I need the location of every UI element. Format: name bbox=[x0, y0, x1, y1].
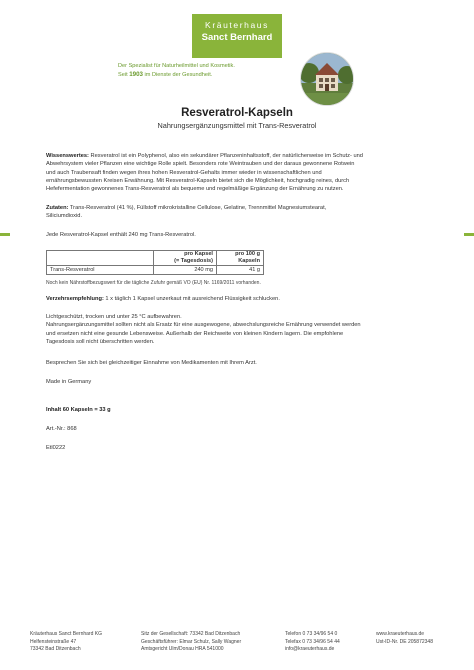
slogan-line2 bbox=[118, 71, 308, 80]
zutaten-section bbox=[46, 204, 438, 221]
per-100g-line2: Kapseln bbox=[238, 258, 260, 265]
row-value-per-100g: 41 g bbox=[217, 266, 264, 275]
table-header-per-100g bbox=[217, 251, 264, 266]
per-capsule-line1: pro Kapsel bbox=[184, 251, 213, 257]
per-capsule-line2: (= Tagesdosis) bbox=[174, 258, 213, 265]
per-100g-line1: pro 100 g bbox=[235, 251, 260, 257]
slogan-year: 1903 bbox=[129, 70, 143, 78]
brand-line1: Kräuterhaus bbox=[205, 20, 269, 30]
fold-mark-right bbox=[464, 233, 474, 236]
zutaten-line-1-text: Trans-Resveratrol (41 %), Füllstoff mikrokristalline Cellulose, Gelatine, Trennmittel Magnesiumstearat, bbox=[68, 205, 327, 211]
slogan-line2-post: im Dienste der Gesundheit. bbox=[142, 71, 213, 78]
footer-email-link[interactable]: info@kraeuterhaus.de bbox=[285, 646, 335, 653]
verzehr-text: 1 x täglich 1 Kapsel unzerkaut mit ausreichend Flüssigkeit schlucken. bbox=[103, 296, 280, 302]
brand-line2: Sanct Bernhard bbox=[201, 32, 273, 43]
content-amount-text: Inhalt 60 Kapseln = 33 g bbox=[46, 407, 111, 413]
table-header-row bbox=[47, 251, 264, 266]
footer-company-line: Helfensteinstraße 47 bbox=[30, 638, 77, 645]
wissen-line-3: und auch Traubensaft finden wegen ihres hohen Resveratrol-Gehalts immer wieder in wissenschaftlichen und bbox=[46, 169, 322, 176]
storage-line-4: Tagesdosis soll nicht überschritten werden. bbox=[46, 338, 155, 345]
table-header-per-capsule bbox=[154, 251, 217, 266]
table-row bbox=[47, 266, 264, 275]
wissen-line-1 bbox=[46, 152, 438, 160]
row-label: Trans-Resveratrol bbox=[47, 266, 154, 275]
footer-company bbox=[30, 631, 135, 654]
table-header-empty bbox=[47, 251, 154, 266]
nutrition-table bbox=[46, 250, 264, 275]
storage-line-3: und ersetzen nicht eine gesunde Lebensweise. Außerhalb der Reichweite von kleinen Kindern lagern. Die empfohlene bbox=[46, 330, 344, 337]
product-subtitle: Nahrungsergänzungsmittel mit Trans-Resveratrol bbox=[157, 121, 317, 130]
storage-line-2: Nahrungsergänzungsmittel sollten nicht als Ersatz für eine ausgewogene, abwechslungsreiche Ernährung verwendet werden bbox=[46, 322, 361, 329]
building-photo bbox=[300, 52, 354, 106]
footer-legal-line: Sitz der Gesellschaft: 73342 Bad Ditzenbach bbox=[141, 631, 241, 637]
footer-website-link[interactable]: www.kraeuterhaus.de bbox=[376, 631, 425, 637]
wissen-label: Wissenswertes: bbox=[46, 153, 89, 159]
wissen-line-4: ernährungsbewussten Kreisen Erwähnung. Mit Resveratrol-Kapseln bietet sich die Möglichkeit, hochgradig reines, durch bbox=[46, 177, 350, 184]
footer-contact bbox=[285, 631, 373, 654]
wissen-line-2: Abwehrsystem vieler Pflanzen eine wichtige Rolle spielt. Besonders rote Weintrauben und der daraus gewonnene Rotwein bbox=[46, 161, 355, 168]
product-title: Resveratrol-Kapseln bbox=[181, 107, 293, 119]
verzehr-label: Verzehrsempfehlung: bbox=[46, 296, 104, 302]
zutaten-label: Zutaten: bbox=[46, 205, 69, 211]
storage-line-1: Lichtgeschützt, trocken und unter 25 °C aufbewahren. bbox=[46, 314, 182, 320]
table-footnote: Noch kein Nährstoffbezugswert für die tägliche Zufuhr gemäß VO (EU) Nr. 1169/2011 vorhanden. bbox=[46, 280, 261, 286]
footer-vat-id: Ust-ID-Nr. DE 205872348 bbox=[376, 638, 433, 645]
brand-logo bbox=[192, 14, 282, 58]
storage-section bbox=[46, 313, 438, 346]
wissenswertes-section bbox=[46, 152, 438, 193]
footer-legal bbox=[141, 631, 281, 654]
wissen-line-5: Hefefermentation gewonnenes Trans-Resveratrol als bequeme und regelmäßige Ergänzung der Ernährung zu nutzen. bbox=[46, 186, 344, 193]
content-amount bbox=[46, 406, 438, 414]
verzehr-section bbox=[46, 295, 438, 303]
footer-company-line: 73342 Bad Ditzenbach bbox=[30, 646, 81, 653]
article-number: Art.-Nr.: 868 bbox=[46, 426, 77, 432]
content-line: Jede Resveratrol-Kapsel enthält 240 mg Trans-Resveratrol. bbox=[46, 232, 196, 238]
fold-mark-left bbox=[0, 233, 10, 236]
slogan bbox=[118, 62, 308, 79]
made-in: Made in Germany bbox=[46, 379, 92, 385]
footer-fax: Telefax 0 73 34/96 54 44 bbox=[285, 638, 340, 645]
footer-web bbox=[376, 631, 470, 646]
footer-phone: Telefon 0 73 34/96 54 0 bbox=[285, 631, 338, 637]
wissen-line-1-text: Resveratrol ist ein Polyphenol, also ein sekundärer Pflanzeninhaltsstoff, der natürlicherweise im Schutz- und bbox=[88, 153, 363, 159]
footer-company-line: Kräuterhaus Sanct Bernhard KG bbox=[30, 631, 102, 637]
zutaten-line-1 bbox=[46, 204, 438, 212]
footer-legal-line: Geschäftsführer: Elmar Schulz, Sally Wagner bbox=[141, 638, 242, 645]
zutaten-line-2: Siliciumdioxid. bbox=[46, 213, 83, 220]
row-value-per-capsule: 240 mg bbox=[154, 266, 217, 275]
slogan-line2-pre: Seit bbox=[118, 71, 130, 78]
footer-legal-line: Amtsgericht Ulm/Donau HRA 541000 bbox=[141, 646, 224, 653]
doctor-note: Besprechen Sie sich bei gleichzeitiger Einnahme von Medikamenten mit Ihrem Arzt. bbox=[46, 360, 257, 366]
label-code: Etl0222 bbox=[46, 445, 66, 451]
slogan-line1: Der Spezialist für Naturheilmittel und Kosmetik. bbox=[118, 63, 235, 69]
